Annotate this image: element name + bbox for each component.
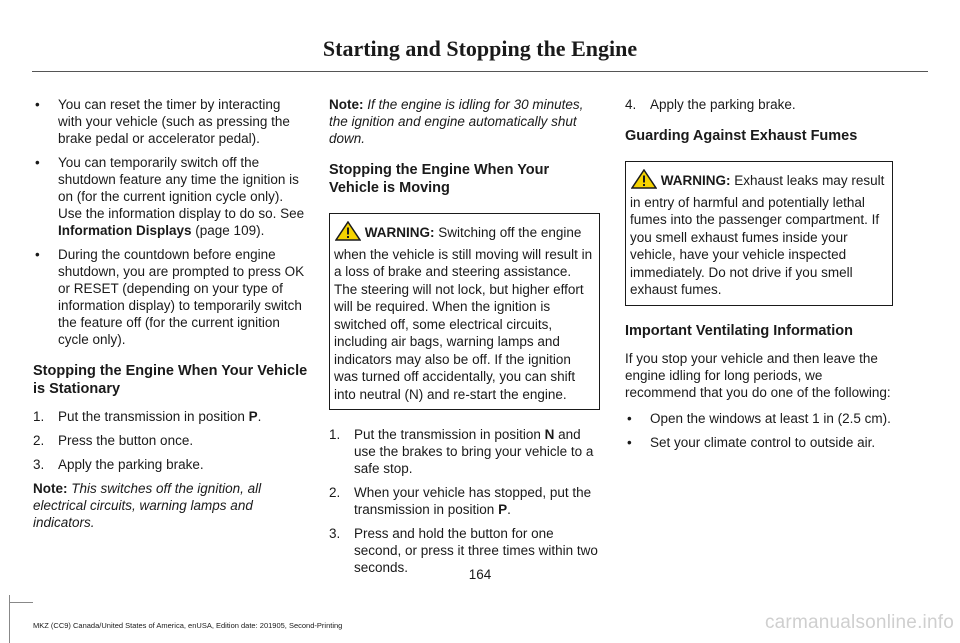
section-heading: Important Ventilating Information bbox=[625, 322, 853, 339]
title-divider bbox=[32, 71, 928, 72]
step-item: 4. Apply the parking brake. bbox=[625, 97, 796, 112]
warning-box: WARNING: Switching off the engine when the vehicle is still moving will result in a loss of brake and steering assistance. The steering will not lock, but higher effort will be required. When the ignition is switched off, some electrical circuits, including air bags, warning lamps and indicators may also be off. If the ignition was turned off accidentally, you can shift into neutral (N) and re-start the engine. bbox=[329, 213, 600, 410]
step-item: 1. Put the transmission in position N and use the brakes to bring your vehicle to a safe stop. bbox=[329, 427, 594, 476]
step-item: 2. When your vehicle has stopped, put the transmission in position P. bbox=[329, 485, 592, 517]
bullet-item: • You can reset the timer by interacting with your vehicle (such as pressing the brake pedal or accelerator pedal). bbox=[33, 96, 308, 147]
note: Note: This switches off the ignition, all electrical circuits, warning lamps and indicators. bbox=[33, 481, 262, 530]
warning-triangle-icon bbox=[631, 169, 657, 194]
step-item: 1. Put the transmission in position P. bbox=[33, 409, 262, 424]
step-item: 3. Press and hold the button for one second, or press it three times within two seconds. bbox=[329, 526, 598, 575]
crop-mark bbox=[9, 602, 33, 603]
note: Note: If the engine is idling for 30 minutes, the ignition and engine automatically shut down. bbox=[329, 97, 584, 146]
column-1 bbox=[33, 96, 308, 540]
column-2 bbox=[329, 96, 600, 583]
section-heading: Stopping the Engine When Your Vehicle is Moving bbox=[329, 162, 550, 196]
step-item: 3. Apply the parking brake. bbox=[33, 457, 204, 472]
warning-box: WARNING: Exhaust leaks may result in entry of harmful and potentially lethal fumes into the passenger compartment. If you smell exhaust fumes inside your vehicle, have your vehicle inspected immediately. Do not drive if you smell exhaust fumes. bbox=[625, 161, 893, 306]
bullet-item: • Open the windows at least 1 in (2.5 cm). bbox=[625, 410, 893, 427]
section-heading: Stopping the Engine When Your Vehicle is Stationary bbox=[33, 363, 308, 397]
section-heading: Guarding Against Exhaust Fumes bbox=[625, 128, 858, 144]
footer-edition-info: MKZ (CC9) Canada/United States of America, enUSA, Edition date: 201905, Second-Printing bbox=[33, 621, 343, 630]
bullet-item: • Set your climate control to outside air. bbox=[625, 434, 893, 451]
bullet-item: • During the countdown before engine shutdown, you are prompted to press OK or RESET (depending on your type of information display) to temporarily switch the feature off (for the current ignition cycle only). bbox=[33, 246, 308, 348]
watermark: carmanualsonline.info bbox=[764, 612, 954, 633]
xref-link[interactable]: Information Displays bbox=[58, 223, 192, 238]
page-number: 164 bbox=[468, 567, 492, 582]
paragraph: If you stop your vehicle and then leave the engine idling for long periods, we recommend that you do one of the following: bbox=[625, 350, 891, 400]
column-3 bbox=[625, 96, 893, 458]
warning-triangle-icon bbox=[335, 221, 361, 246]
bullet-item: • You can temporarily switch off the shutdown feature any time the ignition is on (for the current ignition cycle only). Use the information display to do so. See Information Displays (page 109). bbox=[33, 154, 308, 239]
page-title: Starting and Stopping the Engine bbox=[322, 36, 638, 61]
step-item: 2. Press the button once. bbox=[33, 433, 194, 448]
